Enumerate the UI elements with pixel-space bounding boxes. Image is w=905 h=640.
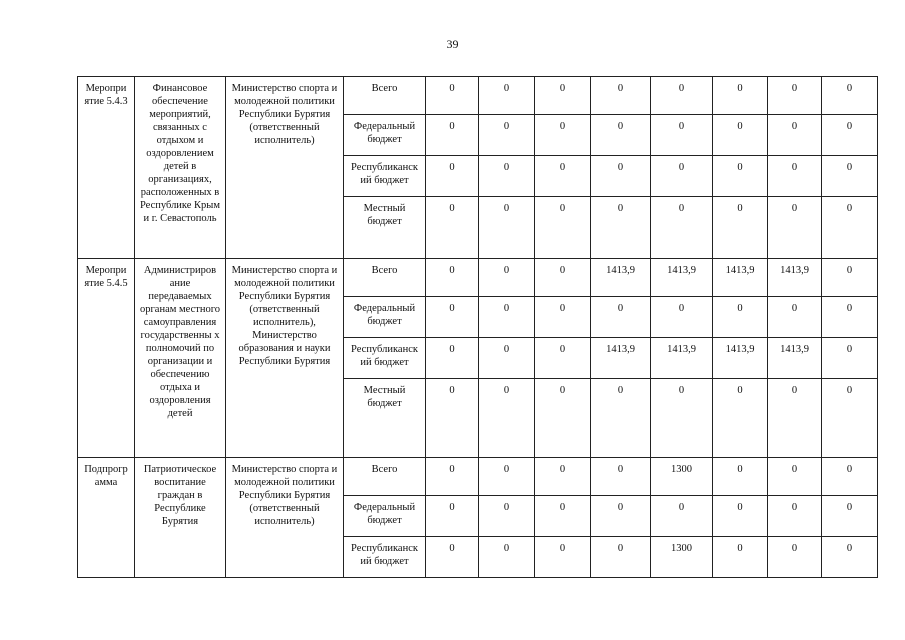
value-cell: 0 bbox=[535, 197, 591, 259]
funding-source: Республиканск ий бюджет bbox=[344, 537, 426, 578]
value-cell: 1413,9 bbox=[651, 259, 713, 297]
table-body bbox=[78, 77, 878, 578]
table-row bbox=[78, 77, 878, 115]
funding-source: Федеральный бюджет bbox=[344, 115, 426, 156]
value-cell: 0 bbox=[651, 379, 713, 458]
section-executor: Министерство спорта и молодежной политики Республики Бурятия (ответственный исполнитель), Министерство образования и науки Республики Бурятия bbox=[226, 259, 344, 458]
value-cell: 1413,9 bbox=[713, 259, 768, 297]
page-number: 39 bbox=[446, 37, 459, 51]
value-cell: 0 bbox=[822, 338, 878, 379]
value-cell: 0 bbox=[591, 77, 651, 115]
value-cell: 0 bbox=[651, 115, 713, 156]
value-cell: 0 bbox=[535, 537, 591, 578]
value-cell: 0 bbox=[479, 197, 535, 259]
value-cell: 0 bbox=[822, 297, 878, 338]
value-cell: 0 bbox=[651, 156, 713, 197]
value-cell: 1413,9 bbox=[651, 338, 713, 379]
section-executor: Министерство спорта и молодежной политики Республики Бурятия (ответственный исполнитель) bbox=[226, 77, 344, 259]
value-cell: 0 bbox=[768, 197, 822, 259]
value-cell: 1413,9 bbox=[768, 338, 822, 379]
value-cell: 0 bbox=[591, 297, 651, 338]
funding-source: Всего bbox=[344, 77, 426, 115]
value-cell: 0 bbox=[426, 379, 479, 458]
value-cell: 0 bbox=[535, 259, 591, 297]
value-cell: 0 bbox=[713, 197, 768, 259]
value-cell: 0 bbox=[713, 537, 768, 578]
value-cell: 0 bbox=[535, 156, 591, 197]
value-cell: 0 bbox=[651, 297, 713, 338]
value-cell: 0 bbox=[822, 379, 878, 458]
funding-source: Федеральный бюджет bbox=[344, 297, 426, 338]
value-cell: 0 bbox=[713, 77, 768, 115]
value-cell: 0 bbox=[822, 537, 878, 578]
value-cell: 0 bbox=[591, 156, 651, 197]
value-cell: 0 bbox=[535, 496, 591, 537]
value-cell: 1300 bbox=[651, 458, 713, 496]
budget-table bbox=[77, 76, 878, 578]
table-row bbox=[78, 259, 878, 297]
value-cell: 0 bbox=[651, 496, 713, 537]
value-cell: 0 bbox=[713, 379, 768, 458]
value-cell: 0 bbox=[535, 379, 591, 458]
value-cell: 0 bbox=[426, 297, 479, 338]
value-cell: 0 bbox=[426, 458, 479, 496]
section-name: Финансовое обеспечение мероприятий, связанных с отдыхом и оздоровлением детей в организациях, расположенных в Республике Крым и г. Севастополь bbox=[135, 77, 226, 259]
funding-source: Республиканск ий бюджет bbox=[344, 338, 426, 379]
section-code: Подпрогр амма bbox=[78, 458, 135, 578]
table-row bbox=[78, 458, 878, 496]
value-cell: 0 bbox=[768, 537, 822, 578]
value-cell: 0 bbox=[591, 115, 651, 156]
value-cell: 0 bbox=[535, 338, 591, 379]
value-cell: 0 bbox=[479, 338, 535, 379]
value-cell: 0 bbox=[426, 537, 479, 578]
value-cell: 0 bbox=[591, 379, 651, 458]
value-cell: 0 bbox=[479, 77, 535, 115]
section-code: Меропри ятие 5.4.5 bbox=[78, 259, 135, 458]
value-cell: 0 bbox=[535, 297, 591, 338]
value-cell: 0 bbox=[822, 156, 878, 197]
value-cell: 0 bbox=[713, 115, 768, 156]
section-name: Администриров ание передаваемых органам местного самоуправления государственны х полномочий по организации и обеспечению отдыха и оздоровления детей bbox=[135, 259, 226, 458]
value-cell: 0 bbox=[768, 496, 822, 537]
value-cell: 0 bbox=[479, 458, 535, 496]
funding-source: Всего bbox=[344, 259, 426, 297]
value-cell: 0 bbox=[713, 297, 768, 338]
value-cell: 0 bbox=[479, 297, 535, 338]
section-name: Патриотическое воспитание граждан в Республике Бурятия bbox=[135, 458, 226, 578]
value-cell: 0 bbox=[822, 77, 878, 115]
value-cell: 0 bbox=[768, 458, 822, 496]
value-cell: 0 bbox=[591, 197, 651, 259]
value-cell: 0 bbox=[822, 458, 878, 496]
value-cell: 0 bbox=[822, 259, 878, 297]
funding-source: Местный бюджет bbox=[344, 379, 426, 458]
value-cell: 0 bbox=[535, 115, 591, 156]
value-cell: 0 bbox=[713, 156, 768, 197]
value-cell: 0 bbox=[479, 156, 535, 197]
value-cell: 0 bbox=[535, 458, 591, 496]
value-cell: 0 bbox=[426, 197, 479, 259]
value-cell: 0 bbox=[479, 496, 535, 537]
value-cell: 0 bbox=[426, 77, 479, 115]
value-cell: 0 bbox=[426, 338, 479, 379]
value-cell: 0 bbox=[822, 197, 878, 259]
section-code: Меропри ятие 5.4.3 bbox=[78, 77, 135, 259]
value-cell: 0 bbox=[479, 259, 535, 297]
value-cell: 0 bbox=[479, 115, 535, 156]
value-cell: 1300 bbox=[651, 537, 713, 578]
value-cell: 0 bbox=[822, 115, 878, 156]
value-cell: 0 bbox=[479, 537, 535, 578]
value-cell: 0 bbox=[535, 77, 591, 115]
value-cell: 0 bbox=[822, 496, 878, 537]
value-cell: 1413,9 bbox=[768, 259, 822, 297]
value-cell: 0 bbox=[651, 197, 713, 259]
value-cell: 0 bbox=[591, 537, 651, 578]
section-executor: Министерство спорта и молодежной политики Республики Бурятия (ответственный исполнитель) bbox=[226, 458, 344, 578]
value-cell: 0 bbox=[479, 379, 535, 458]
value-cell: 0 bbox=[426, 259, 479, 297]
value-cell: 0 bbox=[591, 496, 651, 537]
funding-source: Республиканск ий бюджет bbox=[344, 156, 426, 197]
value-cell: 0 bbox=[768, 156, 822, 197]
funding-source: Всего bbox=[344, 458, 426, 496]
value-cell: 1413,9 bbox=[591, 259, 651, 297]
value-cell: 1413,9 bbox=[713, 338, 768, 379]
value-cell: 0 bbox=[713, 458, 768, 496]
funding-source: Местный бюджет bbox=[344, 197, 426, 259]
value-cell: 0 bbox=[768, 115, 822, 156]
value-cell: 0 bbox=[768, 77, 822, 115]
value-cell: 0 bbox=[768, 379, 822, 458]
value-cell: 1413,9 bbox=[591, 338, 651, 379]
value-cell: 0 bbox=[651, 77, 713, 115]
value-cell: 0 bbox=[426, 156, 479, 197]
value-cell: 0 bbox=[768, 297, 822, 338]
value-cell: 0 bbox=[713, 496, 768, 537]
value-cell: 0 bbox=[591, 458, 651, 496]
value-cell: 0 bbox=[426, 496, 479, 537]
value-cell: 0 bbox=[426, 115, 479, 156]
funding-source: Федеральный бюджет bbox=[344, 496, 426, 537]
